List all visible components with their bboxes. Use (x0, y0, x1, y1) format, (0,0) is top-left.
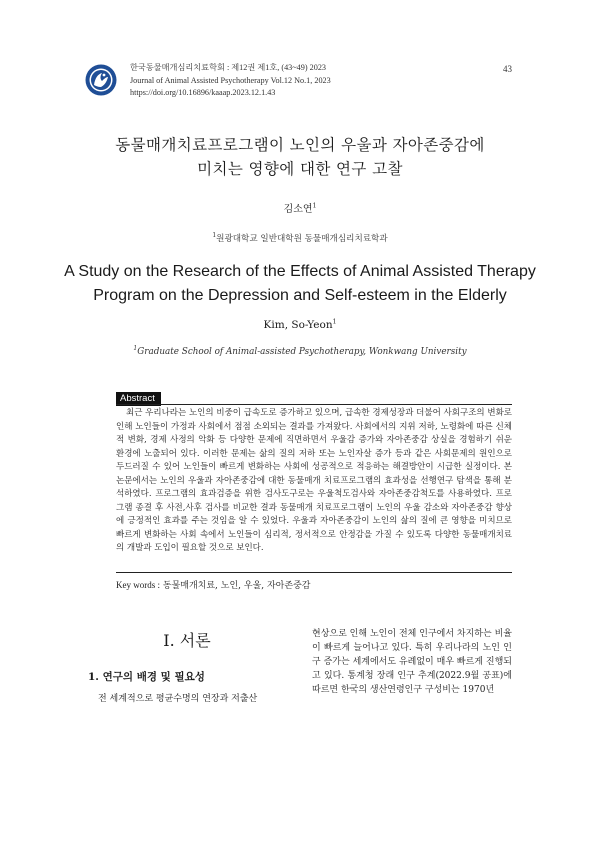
keywords (116, 578, 310, 591)
korean-title (0, 133, 600, 181)
abstract-text: 최근 우리나라는 노인의 비중이 급속도로 증가하고 있으며, 급속한 경제성장과 더불어 사회구조의 변화로 인해 노인들이 가정과 사회에서 점점 소외되는 결과를 가져왔다. 사회에서의 지위 저하, 노령화에 따른 신체적 변화, 경제 사정의 악화 등 다양한 문제에 직면하면서 우울감 증가와 자아존중감 상실을 경험하기 쉬운 환경에 노출되어 있다. 이러한 문제는 삶의 질의 저하 또는 노인자살 증가 등과 같은 사회문제의 원인으로 두드러질 수 있어 노인들이 빠르게 변화하는 사회에 성공적으로 적응하는 해결방안이 시급한 실정이다. 본 논문에서는 노인의 우울과 자아존중감에 대한 동물매개 치료프로그램의 효과성을 선행연구 탐색을 통해 분석하였다. 프로그램의 효과검증을 위한 검사도구로는 우울척도검사와 자아존중감척도를 사용하였다. 프로그램 종결 후 사전,사후 검사를 비교한 결과 동물매개 치료프로그램이 노인의 우울 감소와 자아존중감 향상에 긍정적인 효과를 주는 것임을 알 수 있었다. 우울과 자아존중감이 노인의 삶의 질에 큰 영향을 미치므로 빠르게 변화하는 사회 속에서 노인들이 심리적, 정서적으로 안정감을 가질 수 있도록 다양한 동물매개치료의 개발과 도입이 필요할 것으로 보인다. (116, 408, 512, 553)
english-author-sup: 1 (332, 318, 337, 326)
left-column (88, 620, 286, 706)
subsection-title: 1. 연구의 배경 및 필요성 (88, 671, 205, 683)
korean-title-line-1: 동물매개치료프로그램이 노인의 우울과 자아존중감에 (115, 136, 485, 154)
left-column-body: 전 세계적으로 평균수명의 연장과 저출산 (98, 694, 258, 704)
english-title-line-1: A Study on the Research of the Effects of Animal Assisted Therapy (64, 263, 536, 280)
keywords-label: Key words : (116, 580, 160, 590)
abstract-body (116, 407, 512, 556)
korean-author-sup: 1 (312, 202, 317, 210)
abstract-label: Abstract (116, 392, 161, 406)
korean-affiliation-text: 원광대학교 일반대학원 동물매개심리치료학과 (216, 234, 388, 244)
right-column-body: 현상으로 인해 노인이 전체 인구에서 차지하는 비율이 빠르게 늘어나고 있다. 특히 우리나라의 노인 인구 증가는 세계에서도 유례없이 매우 빠르게 진행되고 있다. 통계청 장래 인구 추계(2022.9월 공표)에 따르면 한국의 생산연령인구 구성비는 1970년 (312, 629, 512, 695)
korean-author (0, 200, 600, 215)
english-author (0, 319, 600, 331)
english-title-line-2: Program on the Depression and Self-esteem in the Elderly (93, 287, 507, 304)
section-title: Ⅰ. 서론 (163, 631, 211, 650)
doi-link[interactable]: https://doi.org/10.16896/kaaap.2023.12.1.43 (130, 88, 276, 98)
english-affiliation (0, 347, 600, 357)
keywords-text: 동물매개치료, 노인, 우울, 자아존중감 (162, 581, 311, 591)
abstract-bottom-rule (116, 572, 512, 573)
korean-title-line-2: 미치는 영향에 대한 연구 고찰 (197, 160, 403, 178)
page-number: 43 (503, 64, 512, 74)
english-title (0, 260, 600, 308)
english-affiliation-sup: 1 (133, 345, 138, 353)
korean-author-name: 김소연 (283, 204, 313, 215)
korean-affiliation-sup: 1 (212, 232, 217, 240)
abstract-top-rule (116, 404, 512, 405)
korean-affiliation (0, 232, 600, 244)
journal-name-ko: 한국동물매개심리치료학회 : 제12권 제1호, (43~49) 2023 (130, 63, 327, 72)
journal-header (130, 62, 331, 100)
society-logo (85, 64, 117, 96)
english-author-name: Kim, So-Yeon (263, 319, 333, 331)
english-affiliation-text: Graduate School of Animal-assisted Psychotherapy, Wonkwang University (137, 347, 467, 357)
journal-name-en: Journal of Animal Assisted Psychotherapy Vol.12 No.1, 2023 (130, 75, 331, 85)
